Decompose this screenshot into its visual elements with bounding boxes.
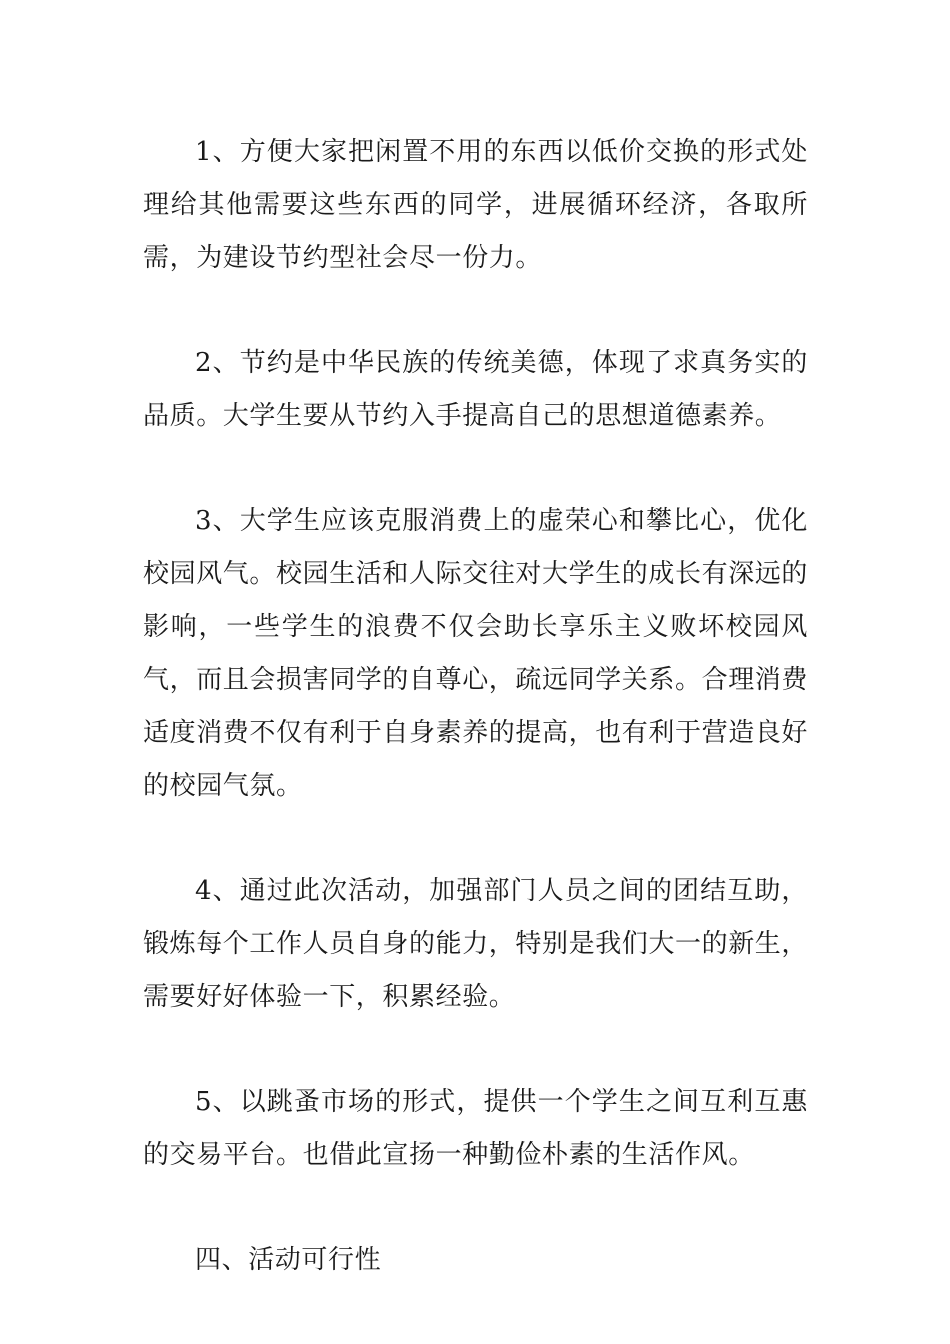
paragraph-2: 2、节约是中华民族的传统美德，体现了求真务实的品质。大学生要从节约入手提高自己的思想道德素养。 [143, 348, 808, 431]
section-heading: 四、活动可行性 [195, 1245, 382, 1275]
paragraph-5: 5、以跳蚤市场的形式，提供一个学生之间互利互惠的交易平台。也借此宣扬一种勤俭朴素的生活作风。 [143, 1087, 808, 1170]
paragraph-4: 4、通过此次活动，加强部门人员之间的团结互助，锻炼每个工作人员自身的能力，特别是我们大一的新生，需要好好体验一下，积累经验。 [143, 876, 809, 1012]
document-body [143, 126, 808, 1287]
paragraph-3: 3、大学生应该克服消费上的虚荣心和攀比心，优化校园风气。校园生活和人际交往对大学生的成长有深远的影响，一些学生的浪费不仅会助长享乐主义败坏校园风气，而且会损害同学的自尊心，疏远同学关系。合理消费适度消费不仅有利于自身素养的提高，也有利于营造良好的校园气氛。 [143, 506, 809, 801]
paragraph-1: 1、方便大家把闲置不用的东西以低价交换的形式处理给其他需要这些东西的同学，进展循环经济，各取所需，为建设节约型社会尽一份力。 [143, 137, 808, 273]
